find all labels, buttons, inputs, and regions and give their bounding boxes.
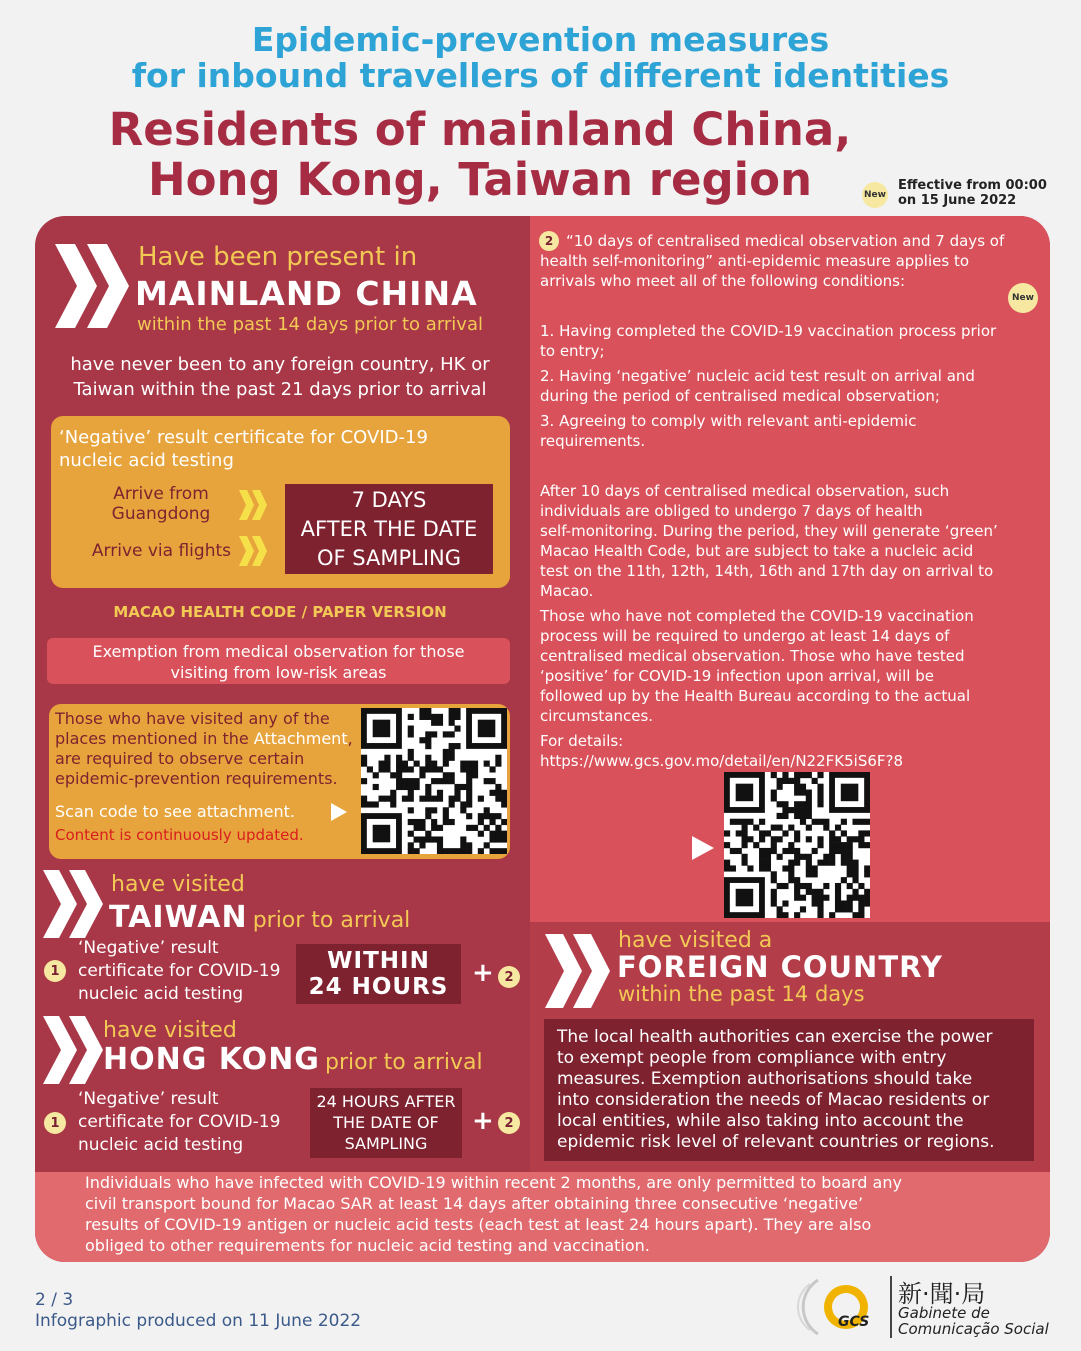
- foreign-line6: epidemic risk level of relevant countries or regions.: [557, 1132, 995, 1152]
- taiwan-pre: have visited: [111, 872, 245, 897]
- taiwan-certificate: [78, 937, 280, 1006]
- unvaccinated-line4: ‘positive’ for COVID-19 infection upon arrival, will be: [540, 667, 934, 685]
- days-line2: AFTER THE DATE: [300, 517, 478, 541]
- monitoring-paragraph: [540, 481, 998, 601]
- foreign-line3: measures. Exemption authorisations should take: [557, 1069, 973, 1089]
- arrow-icon: [237, 490, 269, 524]
- arrive-flights: Arrive via flights: [91, 541, 231, 561]
- effective-line1: Effective from 00:00: [898, 178, 1047, 193]
- foreign-exemption-box: [544, 1019, 1034, 1161]
- condition-1-line2: to entry;: [540, 342, 605, 360]
- new-badge: New: [862, 182, 888, 208]
- monitoring-line3: self-monitoring. During the period, they will generate ‘green’: [540, 522, 998, 540]
- taiwan-post: prior to arrival: [252, 908, 411, 933]
- taiwan-box-line1: WITHIN: [327, 948, 430, 974]
- foreign-heading: FOREIGN COUNTRY: [617, 950, 943, 984]
- main-panel: [35, 216, 1050, 1262]
- step-one-badge: 1: [44, 960, 66, 982]
- condition-2-line2: during the period of centralised medical observation;: [540, 387, 940, 405]
- bottom-line1: Individuals who have infected with COVID-19 within recent 2 months, are only permitted to board any: [85, 1173, 902, 1192]
- mainland-cond-line2: Taiwan within the past 21 days prior to arrival: [73, 379, 487, 400]
- right-intro: [540, 231, 1045, 251]
- bottom-notice: [85, 1172, 1015, 1256]
- mainland-post: within the past 14 days prior to arrival: [137, 314, 483, 335]
- condition-3-line1: 3. Agreeing to comply with relevant anti-epidemic: [540, 412, 917, 430]
- mainland-condition: [35, 352, 525, 402]
- bottom-line3: results of COVID-19 antigen or nucleic acid tests (each test at least 24 hours apart). They are also: [85, 1215, 872, 1234]
- arrive-guangdong-line1: Arrive from: [113, 484, 209, 504]
- logo-org-name: [898, 1305, 1049, 1337]
- hongkong-post: prior to arrival: [325, 1050, 483, 1075]
- gcs-logo: [796, 1272, 892, 1342]
- monitoring-line4: Macao Health Code, but are subject to take a nucleic acid: [540, 542, 974, 560]
- foreign-line1: The local health authorities can exercise the power: [557, 1027, 993, 1047]
- bottom-line4: obliged to other requirements for nucleic acid testing and vaccination.: [85, 1236, 650, 1255]
- foreign-line2: to exempt people from compliance with entry: [557, 1048, 947, 1068]
- play-arrow-icon: [331, 803, 347, 825]
- exemption-line1: Exemption from medical observation for those: [92, 642, 465, 661]
- taiwan-cert-line1: ‘Negative’ result: [78, 938, 219, 958]
- arrive-guangdong: [91, 484, 231, 524]
- unvaccinated-line6: circumstances.: [540, 707, 654, 725]
- attachment-line4: epidemic-prevention requirements.: [55, 769, 338, 788]
- chevron-icon: [543, 934, 613, 1008]
- unvaccinated-line5: followed up by the Health Bureau according to the actual: [540, 687, 971, 705]
- logo-chinese: 新·聞·局: [898, 1280, 986, 1308]
- certificate-title: [59, 426, 428, 472]
- right-intro-line1: “10 days of centralised medical observation and 7 days of: [566, 232, 1005, 250]
- hk-cert-line3: nucleic acid testing: [78, 1135, 244, 1155]
- seven-days-box: [285, 484, 493, 574]
- page-number: 2 / 3: [35, 1290, 74, 1310]
- chevron-icon: [53, 244, 131, 328]
- certificate-title-line1: ‘Negative’ result certificate for COVID-19: [59, 427, 428, 448]
- org-line1: Gabinete de: [898, 1304, 990, 1322]
- arrive-guangdong-line2: Guangdong: [111, 504, 211, 524]
- foreign-line5: local entities, while also taking into account the: [557, 1111, 964, 1131]
- page-title-line1: Residents of mainland China,: [108, 103, 852, 156]
- unvaccinated-paragraph: [540, 606, 974, 771]
- exemption-line2: visiting from low-risk areas: [170, 663, 387, 682]
- attachment-box: [49, 704, 510, 859]
- mainland-heading: MAINLAND CHINA: [135, 274, 478, 313]
- step-two-badge: 2: [498, 966, 520, 988]
- days-line1: 7 DAYS: [351, 488, 427, 512]
- attachment-qr-code[interactable]: [361, 708, 507, 854]
- hongkong-pre: have visited: [103, 1018, 237, 1043]
- new-badge: New: [1008, 283, 1038, 313]
- days-line3: OF SAMPLING: [316, 546, 462, 570]
- attachment-link[interactable]: Attachment: [253, 729, 348, 748]
- monitoring-line1: After 10 days of centralised medical observation, such: [540, 482, 950, 500]
- hk-cert-line2: certificate for COVID-19: [78, 1112, 281, 1132]
- scan-code-text: Scan code to see attachment.: [55, 802, 295, 821]
- logo-divider: [890, 1276, 892, 1338]
- hongkong-title: HONG KONG: [103, 1042, 320, 1077]
- bottom-line2: civil transport bound for Macao SAR at least 14 days after obtaining three consecutive ‘negative’: [85, 1194, 864, 1213]
- mainland-pre: Have been present in: [138, 242, 418, 272]
- right-intro-rest: [540, 251, 969, 291]
- attachment-line3: are required to observe certain: [55, 749, 305, 768]
- conditions-list: [540, 321, 996, 451]
- within-24-hours-box: [296, 944, 461, 1004]
- taiwan-title: TAIWAN: [109, 900, 248, 935]
- plus-sign: +: [472, 1106, 494, 1136]
- monitoring-line6: Macao.: [540, 582, 594, 600]
- taiwan-cert-line2: certificate for COVID-19: [78, 961, 281, 981]
- effective-date: [898, 178, 1047, 208]
- foreign-post: within the past 14 days: [618, 982, 865, 1006]
- hk-cert-line1: ‘Negative’ result: [78, 1089, 219, 1109]
- foreign-pre: have visited a: [618, 928, 773, 953]
- condition-2-line1: 2. Having ‘negative’ nucleic acid test result on arrival and: [540, 367, 975, 385]
- right-intro-line3: arrivals who meet all of the following conditions:: [540, 272, 906, 290]
- unvaccinated-line2: process will be required to undergo at least 14 days of: [540, 627, 950, 645]
- plus-sign: +: [472, 958, 494, 988]
- unvaccinated-line3: centralised medical observation. Those who have tested: [540, 647, 965, 665]
- monitoring-line5: test on the 11th, 12th, 14th, 16th and 17th day on arrival to: [540, 562, 994, 580]
- attachment-line1: Those who have visited any of the: [55, 709, 330, 728]
- hk-24-hours-box: [310, 1088, 462, 1158]
- step-two-badge: 2: [539, 231, 559, 251]
- attachment-comma: ,: [347, 729, 353, 748]
- hongkong-heading: [103, 1042, 483, 1077]
- taiwan-cert-line3: nucleic acid testing: [78, 984, 244, 1004]
- right-intro-line2: health self-monitoring” anti-epidemic measure applies to: [540, 252, 970, 270]
- header-line2: for inbound travellers of different identities: [131, 56, 950, 95]
- step-two-badge: 2: [498, 1112, 520, 1134]
- mainland-cond-line1: have never been to any foreign country, HK or: [70, 354, 490, 375]
- condition-3-line2: requirements.: [540, 432, 646, 450]
- logo-letters: GCS: [838, 1314, 870, 1330]
- step-one-badge: 1: [44, 1112, 66, 1134]
- condition-1-line1: 1. Having completed the COVID-19 vaccination process prior: [540, 322, 997, 340]
- hk-box-line3: SAMPLING: [344, 1134, 428, 1153]
- produced-date: Infographic produced on 11 June 2022: [35, 1311, 362, 1331]
- attachment-line2-text: places mentioned in the: [55, 729, 254, 748]
- certificate-box: [51, 416, 510, 588]
- updated-note: Content is continuously updated.: [55, 826, 304, 844]
- unvaccinated-line1: Those who have not completed the COVID-19 vaccination: [540, 607, 974, 625]
- arrow-icon: [237, 536, 269, 570]
- page-title-line2: Hong Kong, Taiwan region: [147, 153, 813, 206]
- taiwan-box-line2: 24 HOURS: [308, 974, 449, 1000]
- chevron-icon: [41, 870, 105, 938]
- hk-box-line1: 24 HOURS AFTER: [316, 1092, 456, 1111]
- details-label: For details:: [540, 732, 624, 750]
- effective-line2: on 15 June 2022: [898, 193, 1017, 208]
- taiwan-heading: [109, 900, 410, 935]
- chevron-icon: [41, 1016, 105, 1084]
- header-line1: Epidemic-prevention measures: [251, 20, 830, 59]
- health-code-label: MACAO HEALTH CODE / PAPER VERSION: [113, 603, 447, 621]
- monitoring-line2: individuals are obliged to undergo 7 days of health: [540, 502, 923, 520]
- attachment-line2: [55, 729, 353, 749]
- foreign-line4: into consideration the needs of Macao residents or: [557, 1090, 990, 1110]
- certificate-title-line2: nucleic acid testing: [59, 450, 234, 471]
- hk-box-line2: THE DATE OF: [333, 1113, 439, 1132]
- hongkong-certificate: [78, 1088, 280, 1157]
- details-qr-code[interactable]: [724, 772, 870, 918]
- details-link[interactable]: https://www.gcs.gov.mo/detail/en/N22FK5iS6F?8: [540, 752, 904, 770]
- play-arrow-icon: [692, 836, 714, 864]
- org-line2: Comunicação Social: [898, 1320, 1049, 1338]
- attachment-text: [55, 709, 353, 789]
- exemption-box: [47, 638, 510, 684]
